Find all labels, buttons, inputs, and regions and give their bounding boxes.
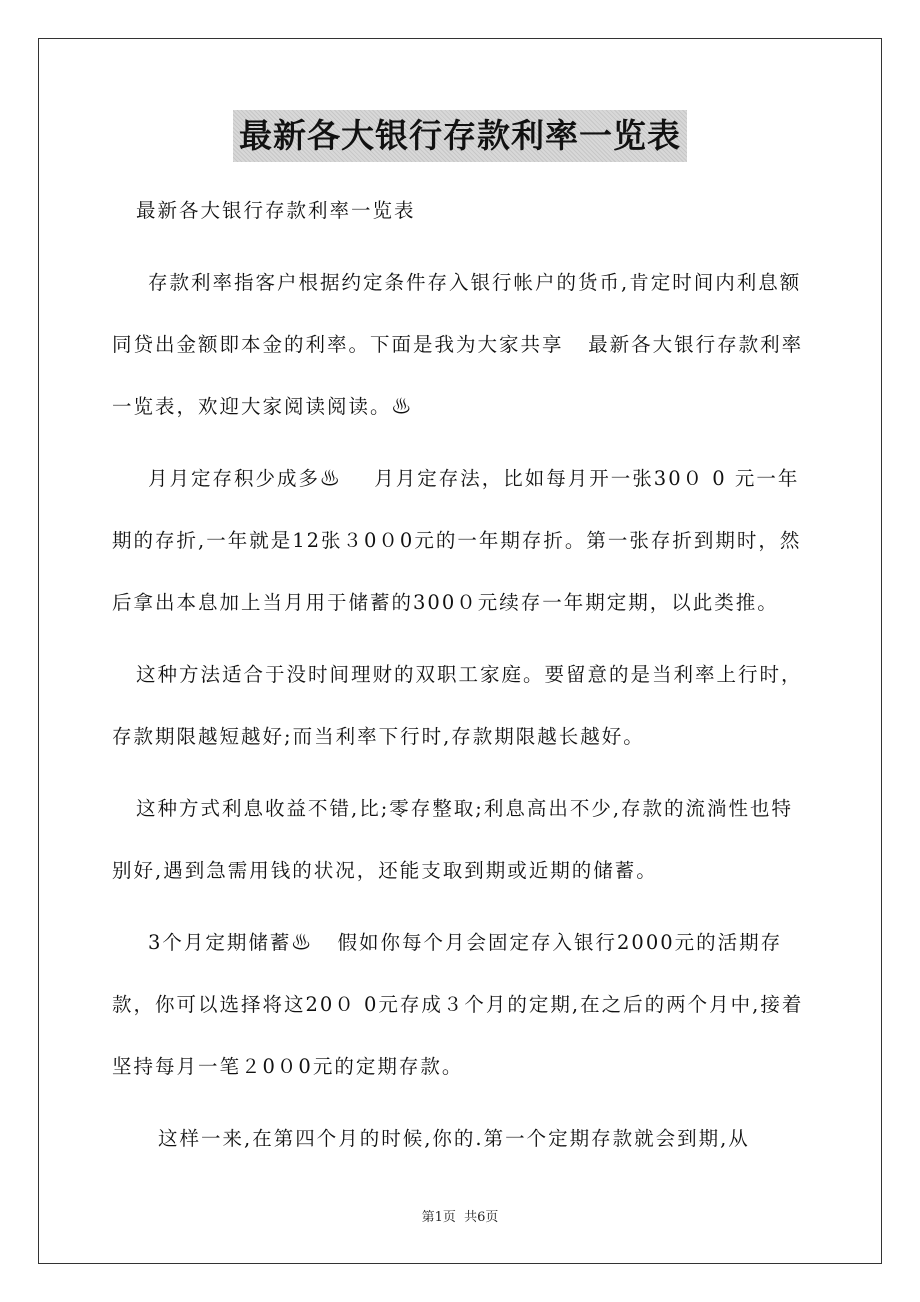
body-paragraph: 这种方式利息收益不错,比;零存整取;利息高出不少,存款的流淌性也特别好,遇到急需用钱的状况，还能支取到期或近期的储蓄。 [112, 797, 794, 882]
body-paragraph: 这样一来,在第四个月的时候,你的.第一个定期存款就会到期,从 [158, 1127, 750, 1150]
body-paragraph: 月月定存积少成多♨ 月月定存法，比如每月开一张30０ 0 元一年期的存折,一年就是12张３0０0元的一年期存折。第一张存折到期时，然后拿出本息加上当月用于储蓄的300０元续存一年期定期，以此类推。 [112, 467, 802, 614]
page-total: 共6页 [464, 1210, 499, 1225]
document-title: 最新各大银行存款利率一览表 [233, 110, 687, 162]
page-footer [0, 1206, 920, 1225]
body-paragraph: 3个月定期储蓄♨ 假如你每个月会固定存入银行2000元的活期存款，你可以选择将这20０ 0元存成３个月的定期,在之后的两个月中,接着坚持每月一笔２0０0元的定期存款。 [112, 931, 804, 1078]
document-body [112, 180, 812, 1180]
body-paragraph: 存款利率指客户根据约定条件存入银行帐户的货币,肯定时间内利息额同贷出金额即本金的利率。下面是我为大家共享 最新各大银行存款利率一览表，欢迎大家阅读阅读。♨ [112, 271, 804, 418]
title-wrap [0, 110, 920, 162]
body-paragraph: 这种方法适合于没时间理财的双职工家庭。要留意的是当利率上行时，存款期限越短越好;而当利率下行时,存款期限越长越好。 [112, 663, 803, 748]
page-number: 第1页 [421, 1210, 456, 1225]
subtitle-paragraph: 最新各大银行存款利率一览表 [136, 199, 416, 222]
